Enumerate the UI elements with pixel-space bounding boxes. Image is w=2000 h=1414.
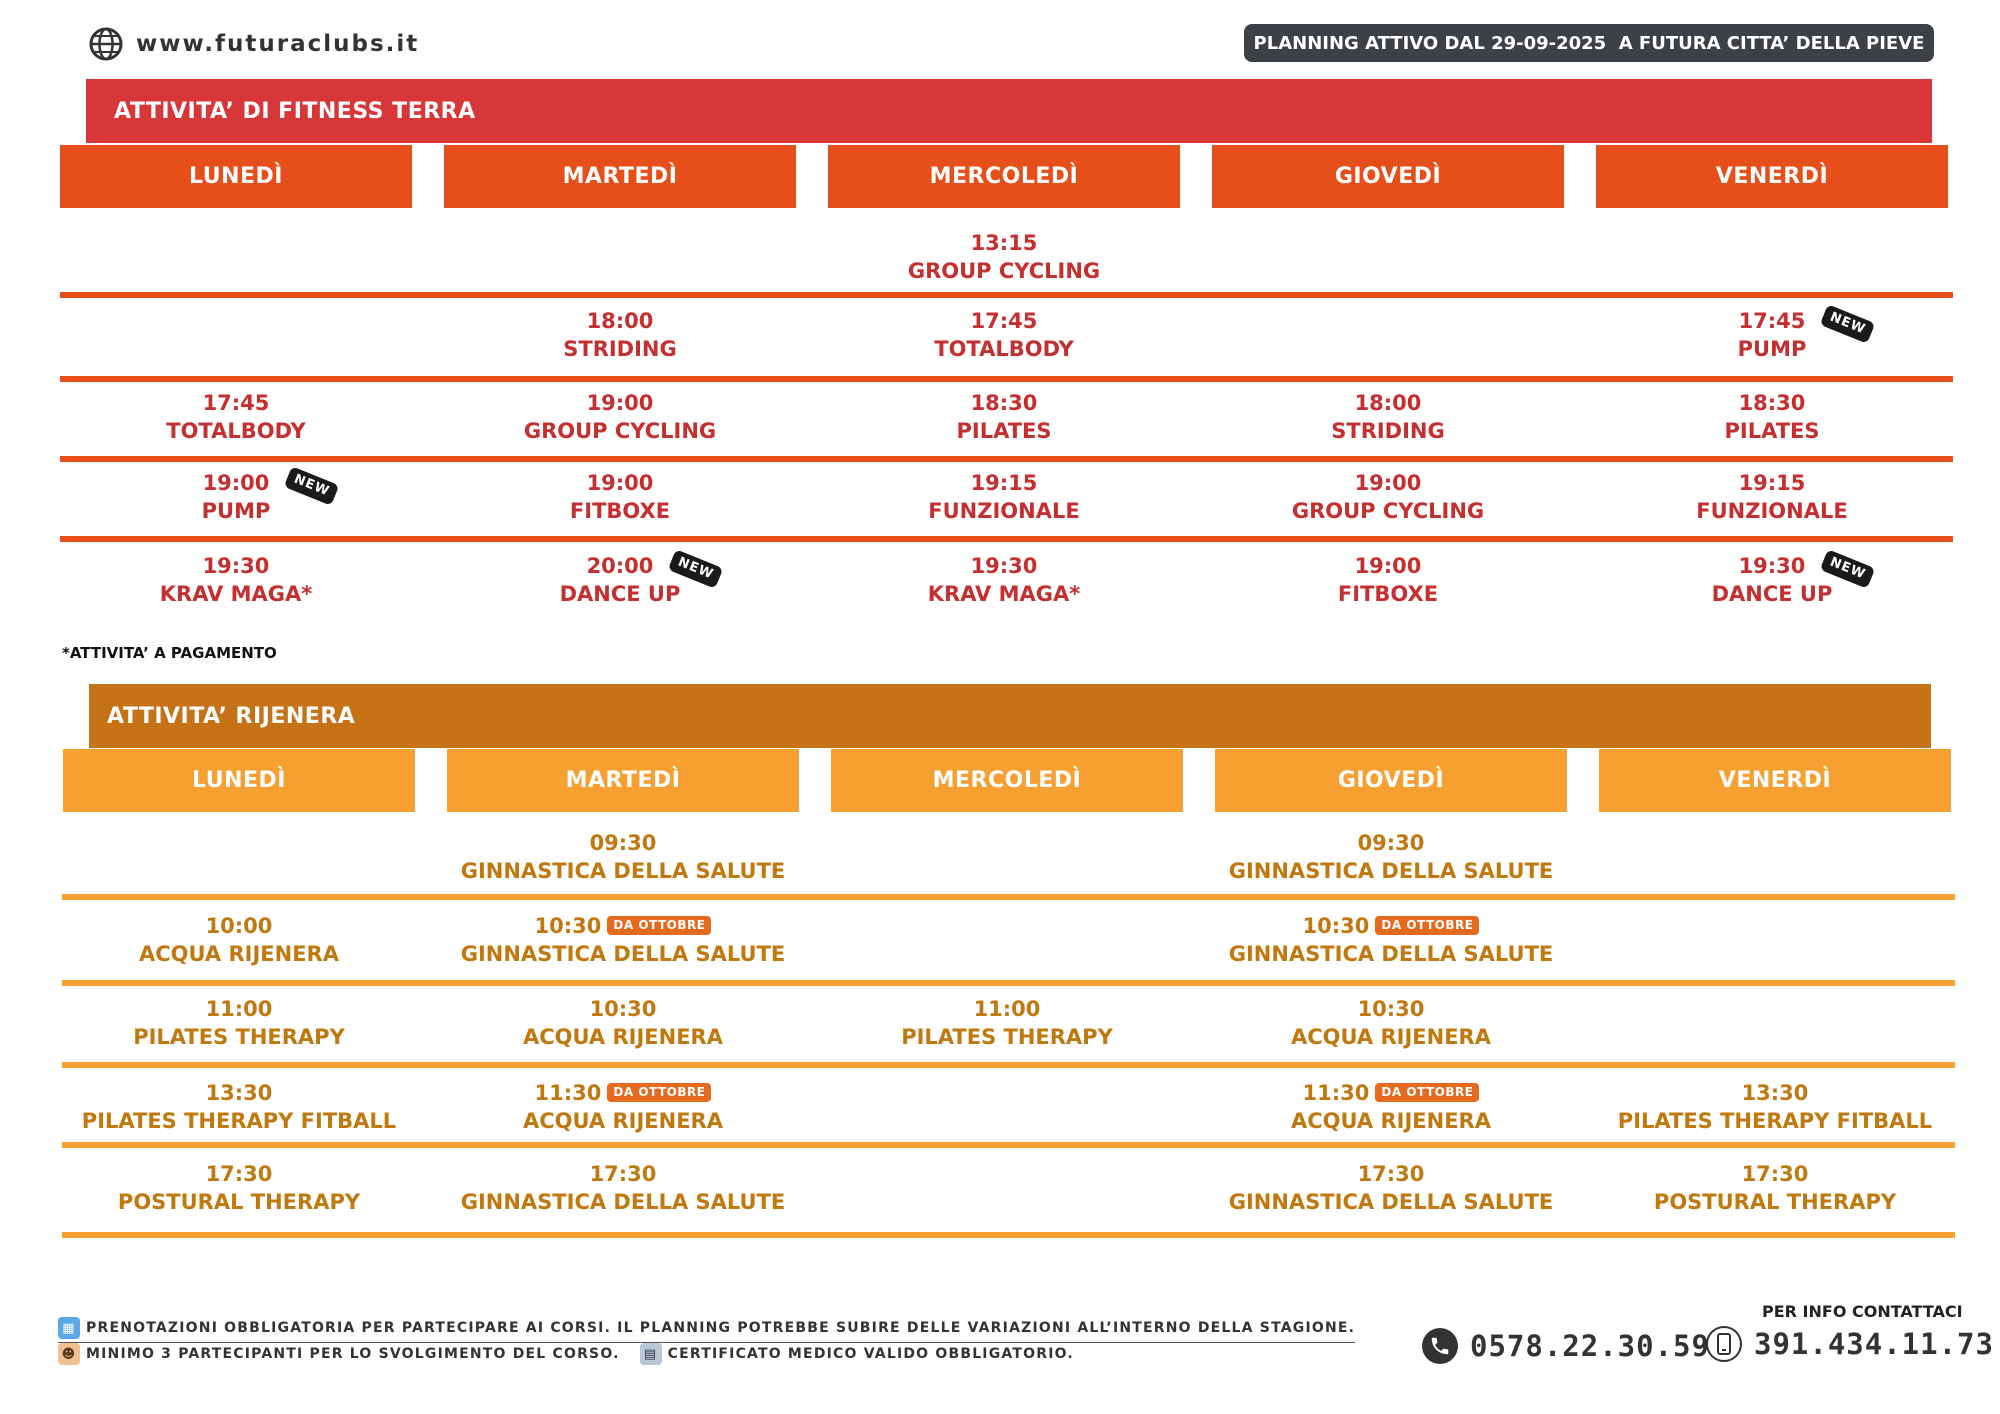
- from-october-badge: DA OTTOBRE: [607, 916, 711, 935]
- class-time: [1596, 552, 1948, 583]
- new-badge: NEW: [284, 466, 340, 506]
- class-time-value: 17:45: [202, 391, 270, 415]
- class-name: GROUP CYCLING: [1291, 499, 1485, 523]
- class-name: FUNZIONALE: [1696, 499, 1848, 523]
- fitness-day-header: MARTEDÌ: [444, 145, 796, 208]
- class-slot: [1215, 1160, 1567, 1216]
- class-slot: [1212, 552, 1564, 608]
- booking-note: [58, 1317, 1355, 1343]
- class-name: DANCE UP: [559, 582, 681, 606]
- class-name: GINNASTICA DELLA SALUTE: [460, 859, 786, 883]
- booking-note-text: PRENOTAZIONI OBBLIGATORIA PER PARTECIPARE AI CORSI. IL PLANNING POTREBBE SUBIRE DELLE VARIAZIONI ALL’INTERNO DELLA STAGIONE.: [86, 1320, 1356, 1336]
- class-time: [60, 552, 412, 580]
- class-slot: [831, 995, 1183, 1051]
- class-name: PILATES: [956, 419, 1052, 443]
- class-time-value: 13:30: [205, 1081, 273, 1105]
- class-time: [447, 1079, 799, 1107]
- class-slot: [60, 389, 412, 445]
- class-slot: [444, 552, 796, 608]
- class-time: [444, 469, 796, 497]
- class-name: KRAV MAGA*: [159, 582, 313, 606]
- landline-phone[interactable]: [1422, 1328, 1710, 1364]
- fitness-section-title: ATTIVITA’ DI FITNESS TERRA: [86, 79, 1932, 143]
- class-slot: [1215, 829, 1567, 885]
- rijenera-day-header: LUNEDÌ: [63, 749, 415, 812]
- landline-number: 0578.22.30.59: [1470, 1329, 1710, 1363]
- class-name: STRIDING: [563, 337, 677, 361]
- class-name: FITBOXE: [1337, 582, 1439, 606]
- from-october-badge: DA OTTOBRE: [607, 1083, 711, 1102]
- class-slot: [1215, 912, 1567, 968]
- rijenera-day-header: MARTEDÌ: [447, 749, 799, 812]
- class-slot: [60, 469, 412, 525]
- class-slot: [1596, 469, 1948, 525]
- new-badge: NEW: [668, 549, 724, 589]
- class-time: [1599, 1079, 1951, 1107]
- class-time-value: 19:30: [202, 554, 270, 578]
- class-time-value: 20:00: [586, 554, 654, 578]
- requirements-note: [58, 1343, 1074, 1365]
- row-divider: [60, 376, 1953, 382]
- class-name: GINNASTICA DELLA SALUTE: [1228, 859, 1554, 883]
- class-name: FITBOXE: [569, 499, 671, 523]
- mobile-phone[interactable]: [1706, 1326, 1994, 1362]
- website-url: www.futuraclubs.it: [136, 31, 420, 57]
- from-october-badge: DA OTTOBRE: [1375, 916, 1479, 935]
- class-time: [1596, 389, 1948, 417]
- class-time: [828, 229, 1180, 257]
- class-slot: [447, 1160, 799, 1216]
- medical-certificate-text: CERTIFICATO MEDICO VALIDO OBBLIGATORIO.: [667, 1346, 1074, 1362]
- class-slot: [63, 1160, 415, 1216]
- class-time-value: 19:15: [970, 471, 1038, 495]
- class-slot: [1599, 1160, 1951, 1216]
- min-participants-text: MINIMO 3 PARTECIPANTI PER LO SVOLGIMENTO DEL CORSO.: [86, 1346, 620, 1362]
- class-slot: [63, 1079, 415, 1135]
- class-slot: [1215, 995, 1567, 1051]
- class-time: [1215, 829, 1567, 857]
- class-time-value: 19:30: [1738, 554, 1806, 578]
- class-time: [447, 995, 799, 1023]
- class-time: [828, 389, 1180, 417]
- class-slot: [1596, 307, 1948, 363]
- row-divider: [62, 1232, 1955, 1238]
- class-slot: [444, 307, 796, 363]
- calendar-icon: ▦: [58, 1317, 80, 1339]
- class-time: [63, 1160, 415, 1188]
- class-name: TOTALBODY: [934, 337, 1074, 361]
- class-time-value: 09:30: [1357, 831, 1425, 855]
- class-time-value: 09:30: [589, 831, 657, 855]
- class-name: GINNASTICA DELLA SALUTE: [1228, 942, 1554, 966]
- class-slot: [1596, 552, 1948, 608]
- class-name: PUMP: [201, 499, 271, 523]
- class-name: POSTURAL THERAPY: [117, 1190, 361, 1214]
- class-slot: [63, 912, 415, 968]
- class-time-value: 11:30: [1302, 1081, 1370, 1105]
- fitness-day-header: LUNEDÌ: [60, 145, 412, 208]
- class-time-value: 10:30: [1357, 997, 1425, 1021]
- class-slot: [828, 389, 1180, 445]
- class-name: ACQUA RIJENERA: [523, 1109, 723, 1133]
- class-time-value: 19:00: [1354, 554, 1422, 578]
- globe-icon: [88, 26, 124, 62]
- class-time: [447, 829, 799, 857]
- class-slot: [828, 552, 1180, 608]
- class-time-value: 19:00: [586, 471, 654, 495]
- fitness-day-header: MERCOLEDÌ: [828, 145, 1180, 208]
- class-name: PILATES THERAPY: [901, 1025, 1113, 1049]
- class-time: [1596, 469, 1948, 497]
- class-time: [1215, 995, 1567, 1023]
- class-time: [1212, 389, 1564, 417]
- new-badge: NEW: [1820, 549, 1876, 589]
- fitness-day-header: GIOVEDÌ: [1212, 145, 1564, 208]
- website-link[interactable]: [88, 26, 419, 62]
- class-name: PILATES THERAPY FITBALL: [1617, 1109, 1933, 1133]
- class-time-value: 17:30: [1741, 1162, 1809, 1186]
- class-time: [444, 552, 796, 583]
- class-slot: [828, 307, 1180, 363]
- class-time: [63, 995, 415, 1023]
- class-name: GROUP CYCLING: [523, 419, 717, 443]
- class-time: [1212, 552, 1564, 580]
- class-time-value: 17:30: [1357, 1162, 1425, 1186]
- class-name: ACQUA RIJENERA: [1291, 1025, 1491, 1049]
- class-name: TOTALBODY: [166, 419, 306, 443]
- class-slot: [447, 912, 799, 968]
- class-name: PILATES THERAPY FITBALL: [81, 1109, 397, 1133]
- class-time-value: 11:30: [534, 1081, 602, 1105]
- class-time-value: 10:00: [205, 914, 273, 938]
- class-time-value: 18:30: [1738, 391, 1806, 415]
- class-time: [828, 307, 1180, 335]
- class-time: [1596, 307, 1948, 338]
- class-time-value: 10:30: [589, 997, 657, 1021]
- class-name: GINNASTICA DELLA SALUTE: [460, 942, 786, 966]
- class-name: POSTURAL THERAPY: [1653, 1190, 1897, 1214]
- rijenera-day-header: VENERDÌ: [1599, 749, 1951, 812]
- class-time: [831, 995, 1183, 1023]
- certificate-icon: ▤: [640, 1343, 662, 1365]
- class-time: [60, 389, 412, 417]
- class-time-value: 17:30: [205, 1162, 273, 1186]
- row-divider: [62, 1062, 1955, 1068]
- row-divider: [60, 456, 1953, 462]
- class-time-value: 11:00: [973, 997, 1041, 1021]
- class-name: GINNASTICA DELLA SALUTE: [1228, 1190, 1554, 1214]
- mobile-number: 391.434.11.73: [1754, 1327, 1994, 1361]
- paid-activity-footnote: *ATTIVITA’ A PAGAMENTO: [62, 644, 277, 662]
- class-time: [444, 389, 796, 417]
- class-name: GINNASTICA DELLA SALUTE: [460, 1190, 786, 1214]
- class-time: [828, 469, 1180, 497]
- class-slot: [444, 389, 796, 445]
- class-time: [1212, 469, 1564, 497]
- group-icon: ☻: [58, 1343, 80, 1365]
- class-time-value: 19:00: [1354, 471, 1422, 495]
- class-time: [1599, 1160, 1951, 1188]
- class-slot: [1215, 1079, 1567, 1135]
- phone-icon: [1422, 1328, 1458, 1364]
- class-name: ACQUA RIJENERA: [1291, 1109, 1491, 1133]
- new-badge: NEW: [1820, 304, 1876, 344]
- class-name: GROUP CYCLING: [907, 259, 1101, 283]
- class-time: [1215, 912, 1567, 940]
- class-time-value: 18:00: [1354, 391, 1422, 415]
- from-october-badge: DA OTTOBRE: [1375, 1083, 1479, 1102]
- contact-label: PER INFO CONTATTACI: [1762, 1302, 1963, 1321]
- row-divider: [60, 536, 1953, 542]
- class-name: PILATES THERAPY: [133, 1025, 345, 1049]
- class-time-value: 18:00: [586, 309, 654, 333]
- class-time-value: 19:30: [970, 554, 1038, 578]
- class-time: [63, 912, 415, 940]
- class-slot: [1212, 469, 1564, 525]
- class-time-value: 13:30: [1741, 1081, 1809, 1105]
- class-time: [1215, 1160, 1567, 1188]
- class-time-value: 17:45: [1738, 309, 1806, 333]
- class-time-value: 19:00: [202, 471, 270, 495]
- class-time: [1215, 1079, 1567, 1107]
- class-time: [447, 1160, 799, 1188]
- class-time: [447, 912, 799, 940]
- mobile-icon: [1706, 1326, 1742, 1362]
- planning-badge: PLANNING ATTIVO DAL 29-09-2025 A FUTURA CITTA’ DELLA PIEVE: [1244, 24, 1934, 62]
- class-slot: [1212, 389, 1564, 445]
- class-name: ACQUA RIJENERA: [139, 942, 339, 966]
- class-name: DANCE UP: [1711, 582, 1833, 606]
- class-name: KRAV MAGA*: [927, 582, 1081, 606]
- class-slot: [447, 995, 799, 1051]
- class-name: PUMP: [1737, 337, 1807, 361]
- class-time-value: 11:00: [205, 997, 273, 1021]
- class-name: STRIDING: [1331, 419, 1445, 443]
- class-slot: [447, 829, 799, 885]
- class-time-value: 19:00: [586, 391, 654, 415]
- class-name: PILATES: [1724, 419, 1820, 443]
- row-divider: [62, 894, 1955, 900]
- class-slot: [828, 469, 1180, 525]
- class-name: ACQUA RIJENERA: [523, 1025, 723, 1049]
- class-name: FUNZIONALE: [928, 499, 1080, 523]
- class-slot: [828, 229, 1180, 285]
- class-time-value: 10:30: [534, 914, 602, 938]
- class-slot: [444, 469, 796, 525]
- class-slot: [63, 995, 415, 1051]
- class-time: [444, 307, 796, 335]
- row-divider: [62, 980, 1955, 986]
- class-slot: [60, 552, 412, 608]
- class-time: [60, 469, 412, 500]
- class-time-value: 13:15: [970, 231, 1038, 255]
- class-time-value: 19:15: [1738, 471, 1806, 495]
- row-divider: [62, 1142, 1955, 1148]
- rijenera-day-header: MERCOLEDÌ: [831, 749, 1183, 812]
- row-divider: [60, 292, 1953, 298]
- rijenera-day-header: GIOVEDÌ: [1215, 749, 1567, 812]
- class-time-value: 18:30: [970, 391, 1038, 415]
- class-slot: [1596, 389, 1948, 445]
- class-slot: [1599, 1079, 1951, 1135]
- class-slot: [447, 1079, 799, 1135]
- class-time: [828, 552, 1180, 580]
- class-time-value: 17:30: [589, 1162, 657, 1186]
- class-time: [63, 1079, 415, 1107]
- class-time-value: 17:45: [970, 309, 1038, 333]
- fitness-day-header: VENERDÌ: [1596, 145, 1948, 208]
- class-time-value: 10:30: [1302, 914, 1370, 938]
- rijenera-section-title: ATTIVITA’ RIJENERA: [89, 684, 1931, 748]
